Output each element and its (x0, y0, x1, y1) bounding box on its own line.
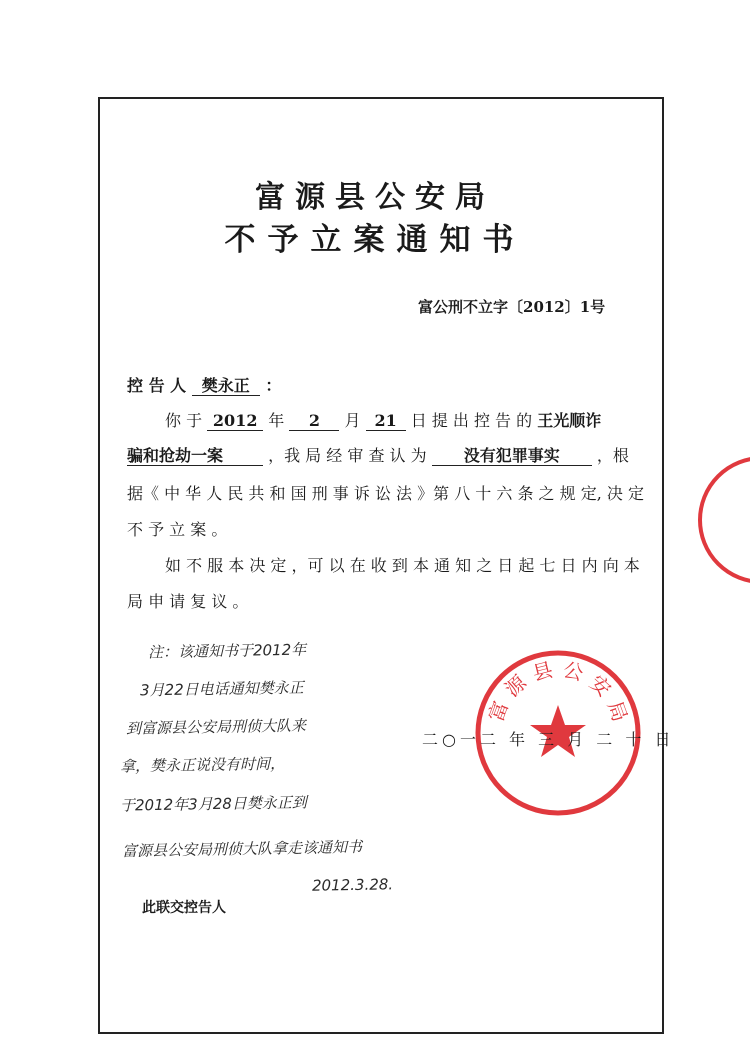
document-title: 不予立案通知书 (224, 222, 526, 258)
seal-char: 局 (602, 697, 633, 725)
handwritten-note-line-5: 于2012年3月28日樊永正到 (119, 793, 307, 815)
document-number: 富公刑不立字〔2012〕1号 (418, 298, 606, 316)
seal-char: 富 (483, 697, 514, 725)
footer-note: 此联交控告人 (142, 900, 226, 916)
finding-text: 没有犯罪事实 (432, 447, 592, 466)
handwritten-note-line-6: 富源县公安局刑侦大队拿走该通知书 (121, 837, 363, 861)
handwritten-date: 2012.3.28. (311, 875, 394, 895)
handwritten-note-line-3: 到富源县公安局刑侦大队来 (125, 716, 307, 738)
handwritten-note-line-2: 3月22日电话通知樊永正 (139, 678, 304, 700)
paragraph-1-line-1 (165, 408, 601, 431)
you-on-label: 你 于 (165, 411, 203, 430)
complainant-colon: ： (265, 376, 282, 395)
review-text: ，我 局 经 审 查 认 为 (268, 446, 427, 465)
handwritten-note-line-1: 注：该通知书于2012年 (147, 640, 307, 662)
seal-char: 安 (585, 670, 616, 702)
basis-start: ，根 (596, 446, 629, 465)
issue-date: 二○一二 年 三 月 二 十 日 (422, 730, 675, 749)
seal-char: 公 (560, 657, 586, 686)
seal-char: 县 (530, 657, 556, 686)
case-name-part-1: 王光顺诈 (537, 411, 602, 430)
seal-char: 源 (500, 670, 531, 702)
complaint-day: 21 (366, 412, 406, 431)
appeal-line-1: 如 不 服 本 决 定 ，可 以 在 收 到 本 通 知 之 日 起 七 日 内 向 本 (165, 556, 640, 575)
day-text: 日 提 出 控 告 的 (410, 411, 533, 430)
complainant-name: 樊永正 (192, 377, 260, 396)
decision-line: 不 予 立 案 。 (127, 520, 228, 539)
complaint-year: 2012 (207, 412, 263, 431)
handwritten-note-line-4: 拿，樊永正说没有时间， (119, 754, 286, 776)
complainant-line (127, 373, 281, 396)
partial-seal-right (684, 450, 750, 590)
complaint-month: 2 (289, 412, 339, 431)
year-unit: 年 (268, 411, 285, 430)
case-name-part-2: 骗和抢劫一案 (127, 447, 263, 466)
complainant-label: 控 告 人 (127, 376, 187, 395)
agency-title: 富源县公安局 (255, 180, 495, 215)
law-basis-line: 据《 中 华 人 民 共 和 国 刑 事 诉 讼 法 》第 八 十 六 条 之 规 定, 决 定 (127, 484, 644, 503)
paragraph-1-line-2 (127, 443, 629, 466)
appeal-line-2: 局 申 请 复 议 。 (127, 592, 249, 611)
month-unit: 月 (344, 411, 361, 430)
